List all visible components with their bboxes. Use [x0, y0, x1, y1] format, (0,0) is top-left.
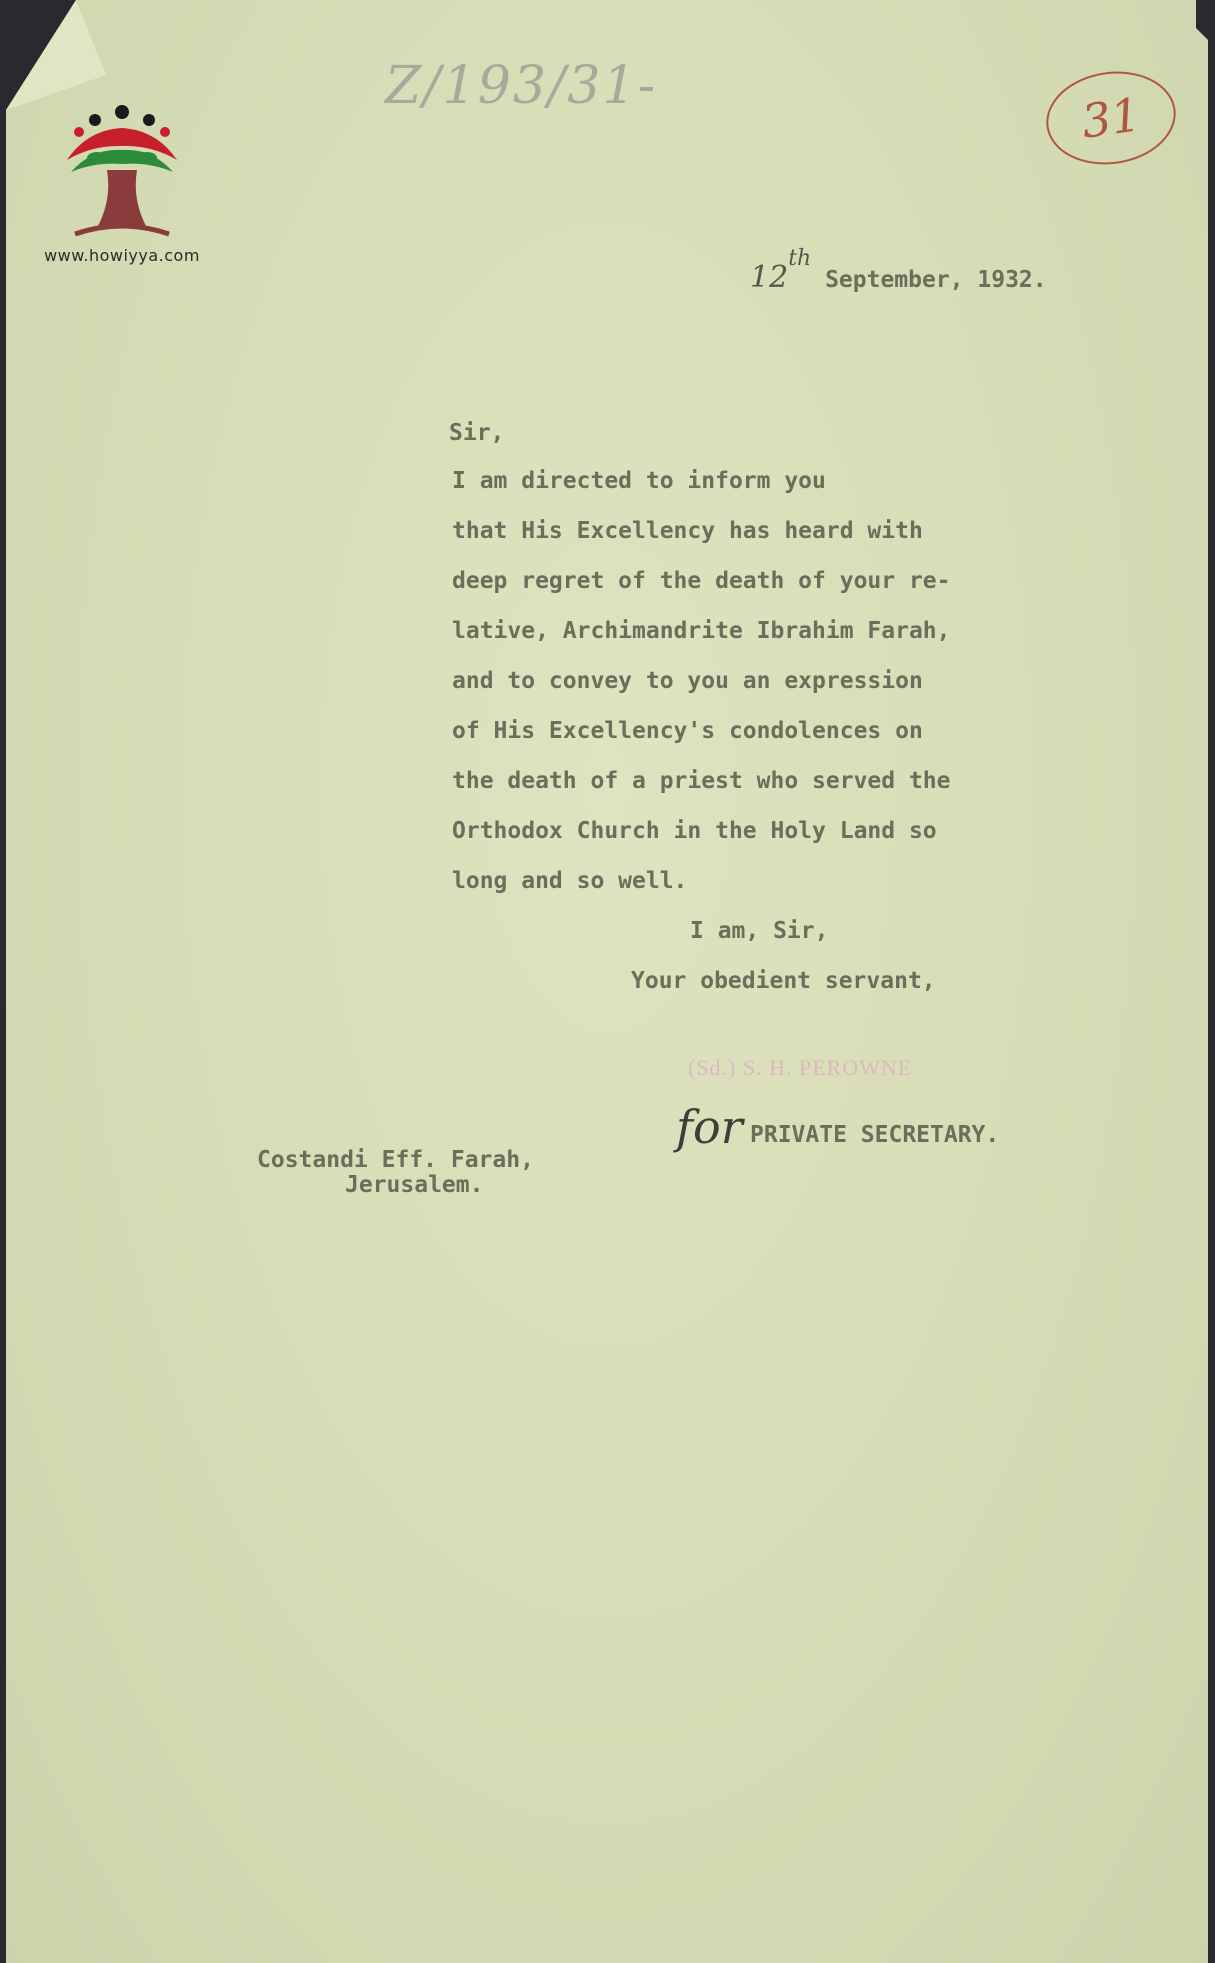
- closing-servant: Your obedient servant,: [631, 968, 936, 994]
- howiyya-tree-icon: [57, 100, 187, 240]
- body-line: Orthodox Church in the Holy Land so: [452, 818, 937, 844]
- date-rest: September, 1932.: [825, 267, 1047, 293]
- body-line: the death of a priest who served the: [452, 768, 951, 794]
- faded-signature-stamp: (Sd.) S. H. PEROWNE: [688, 1055, 913, 1080]
- date-suffix: th: [788, 246, 812, 271]
- body-line: that His Excellency has heard with: [452, 518, 923, 544]
- closing-line: I am, Sir,: [690, 918, 829, 944]
- addressee-name: Costandi Eff. Farah,: [257, 1147, 534, 1173]
- body-line: and to convey to you an expression: [452, 668, 923, 694]
- body-line: deep regret of the death of your re-: [452, 568, 951, 594]
- body-line: lative, Archimandrite Ibrahim Farah,: [452, 618, 951, 644]
- date-day: 12: [750, 260, 789, 295]
- page-number-text: 31: [1078, 87, 1144, 149]
- letter-date: [750, 246, 1047, 295]
- addressee-city: Jerusalem.: [345, 1172, 484, 1198]
- logo-site-text: www.howiyya.com: [44, 246, 200, 265]
- body-line: long and so well.: [452, 868, 688, 894]
- watermark-logo: [32, 100, 212, 265]
- body-line: of His Excellency's condolences on: [452, 718, 923, 744]
- salutation: Sir,: [449, 420, 505, 446]
- handwritten-for: for: [676, 1100, 743, 1154]
- signatory-title: PRIVATE SECRETARY.: [750, 1122, 1000, 1148]
- body-line: I am directed to inform you: [452, 468, 826, 494]
- archive-reference: Z/193/31-: [385, 56, 658, 116]
